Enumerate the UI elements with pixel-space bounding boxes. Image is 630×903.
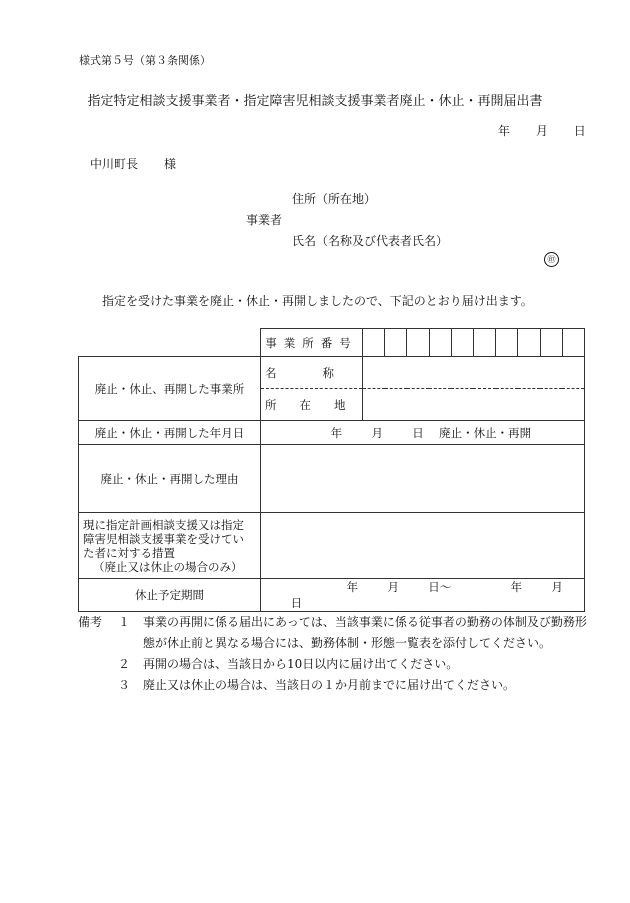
office-label: 廃止・休止、再開した事業所 <box>79 357 261 421</box>
note-number: １ <box>118 615 131 629</box>
office-number-digit[interactable] <box>385 329 407 357</box>
date-field-choice: 廃止・休止・再開 <box>439 425 532 440</box>
planned-from-month: 月 <box>387 580 399 594</box>
date-year: 年 <box>498 124 511 138</box>
note-text: 事業の再開に係る届出にあっては、当該事業に係る従事者の勤務の体制及び勤務形 <box>143 615 587 629</box>
reason-field[interactable] <box>261 445 585 513</box>
measures-line: 障害児相談支援事業を受けてい <box>83 531 244 546</box>
office-number-digit[interactable] <box>407 329 429 357</box>
planned-to-month: 月 <box>551 580 563 594</box>
office-number-digit[interactable] <box>363 329 385 357</box>
addressee-honorific: 様 <box>164 157 177 171</box>
addressee <box>90 155 176 172</box>
note-item <box>78 675 590 696</box>
reason-label: 廃止・休止・再開した理由 <box>79 445 261 513</box>
office-number-digit[interactable] <box>496 329 518 357</box>
date-field-day: 日 <box>412 425 424 440</box>
notes-section <box>78 612 590 696</box>
measures-field[interactable] <box>261 513 585 579</box>
operator-label: 事業者 <box>246 213 283 227</box>
note-item <box>78 654 590 675</box>
planned-to-year: 年 <box>510 580 523 594</box>
statement: 指定を受けた事業を廃止・休止・再開しましたので、下記のとおり届け出ます。 <box>102 294 533 308</box>
note-text: 廃止又は休止の場合は、当該日の１か月前までに届け出てください。 <box>143 678 516 692</box>
office-location-field[interactable] <box>363 389 585 421</box>
office-number-digit[interactable] <box>451 329 473 357</box>
date-label: 廃止・休止・再開した年月日 <box>79 421 261 445</box>
notification-table <box>78 328 585 612</box>
form-number: 様式第５号（第３条関係） <box>79 54 211 67</box>
office-name-field[interactable] <box>363 357 585 389</box>
measures-line: 現に指定計画相談支援又は指定 <box>83 517 244 532</box>
note-text: 態が休止前と異なる場合には、勤務体制・形態一覧表を添付してください。 <box>143 636 552 650</box>
note-number: ３ <box>118 678 131 692</box>
office-name-label: 名 称 <box>261 357 363 389</box>
planned-to-day: 日 <box>290 596 303 610</box>
office-location-label: 所 在 地 <box>261 389 363 421</box>
note-item <box>78 612 590 633</box>
blank-cell <box>79 329 261 357</box>
measures-label <box>79 513 261 579</box>
office-number-digit[interactable] <box>473 329 495 357</box>
note-continuation <box>78 633 590 654</box>
note-text: 再開の場合は、当該日から10日以内に届け出てください。 <box>143 657 459 671</box>
date-day: 日 <box>573 124 586 138</box>
planned-from-year: 年 <box>346 580 359 594</box>
date-field[interactable] <box>261 421 585 445</box>
measures-line: （廃止又は休止の場合のみ） <box>93 559 243 574</box>
planned-label: 休止予定期間 <box>79 579 261 612</box>
notes-heading: 備考 <box>78 615 103 629</box>
date-month: 月 <box>535 124 548 138</box>
office-number-label <box>261 329 363 357</box>
office-number-digit[interactable] <box>540 329 562 357</box>
addressee-name: 中川町長 <box>90 157 139 171</box>
name-label: 氏名（名称及び代表者氏名） <box>292 234 449 248</box>
office-number-digit[interactable] <box>429 329 451 357</box>
address-label: 住所（所在地） <box>292 192 377 206</box>
office-number-digit[interactable] <box>562 329 584 357</box>
submission-date <box>498 122 586 139</box>
note-number: ２ <box>118 657 131 671</box>
seal-icon: ㊞ <box>544 252 559 267</box>
office-number-digit[interactable] <box>518 329 540 357</box>
date-field-month: 月 <box>371 425 383 440</box>
planned-from-day: 日〜 <box>428 580 452 594</box>
document-title: 指定特定相談支援事業者・指定障害児相談支援事業者廃止・休止・再開届出書 <box>87 94 543 109</box>
measures-line: た者に対する措置 <box>83 545 175 560</box>
planned-field[interactable] <box>261 579 585 612</box>
date-field-year: 年 <box>330 425 343 440</box>
office-number-text: 事業所番号 <box>265 335 358 350</box>
